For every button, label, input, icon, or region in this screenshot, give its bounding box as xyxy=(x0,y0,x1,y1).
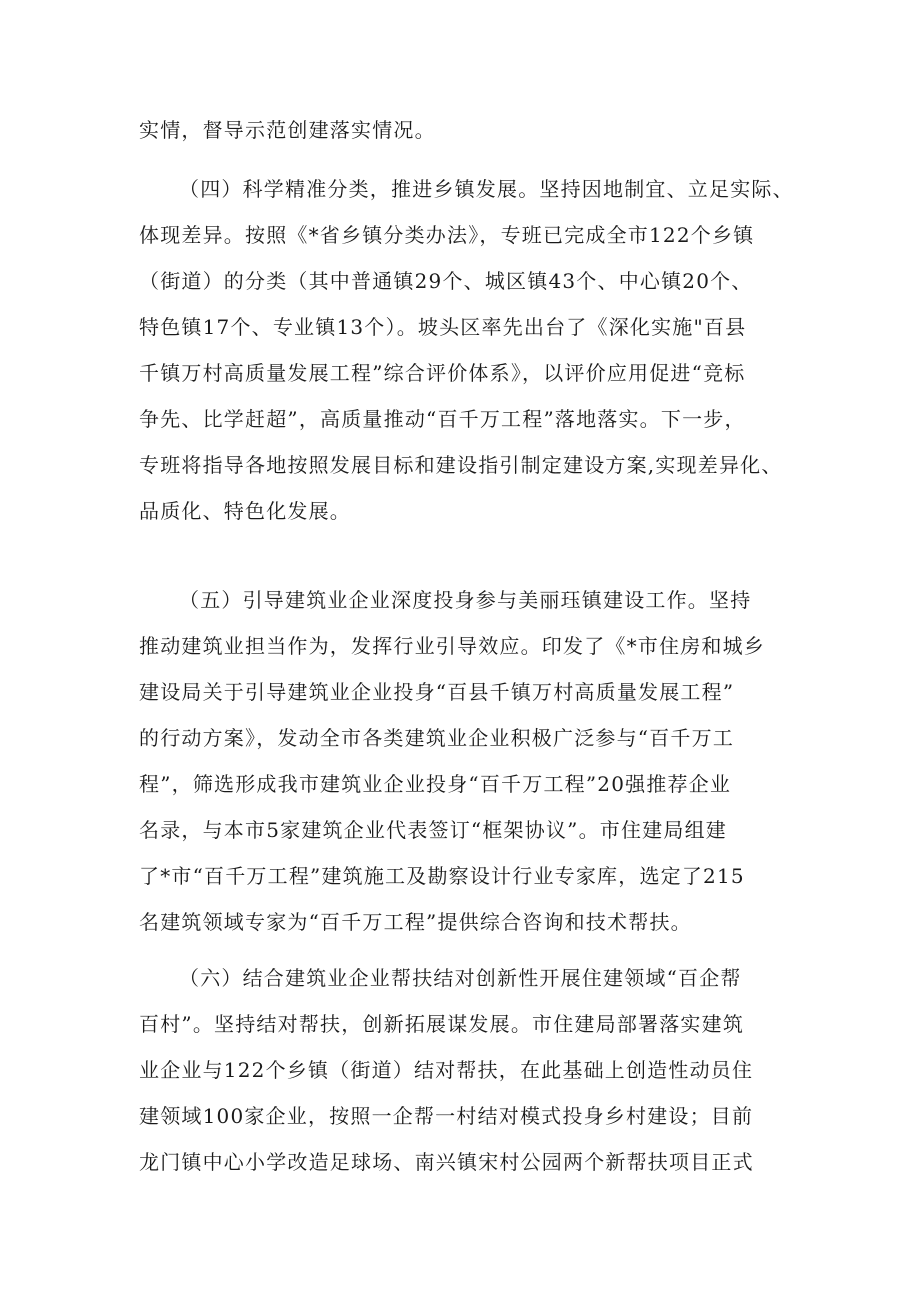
text-line: 百村”。坚持结对帮扶，创新拓展谋发展。市住建局部署落实建筑 xyxy=(139,1012,745,1036)
text-line: 龙门镇中心小学改造足球场、南兴镇宋村公园两个新帮扶项目正式 xyxy=(139,1150,754,1174)
text-line: 实情，督导示范创建落实情况。 xyxy=(139,118,436,142)
text-line: （四）科学精准分类，推进乡镇发展。坚持因地制宜、立足实际、 xyxy=(179,177,794,201)
text-line: 千镇万村高质量发展工程”综合评价体系》，以评价应用促进“竞标 xyxy=(139,361,746,385)
text-line: 建领域100家企业，按照一企帮一村结对模式投身乡村建设；目前 xyxy=(139,1104,754,1128)
text-line: 品质化、特色化发展。 xyxy=(139,499,351,523)
text-line: 名建筑领域专家为“百千万工程”提供综合咨询和技术帮扶。 xyxy=(139,910,692,934)
text-line: 建设局关于引导建筑业企业投身“百县千镇万村高质量发展工程” xyxy=(139,680,735,704)
text-line: 业企业与122个乡镇（街道）结对帮扶，在此基础上创造性动员住 xyxy=(139,1058,754,1082)
text-line: 争先、比学赶超”，高质量推动“百千万工程”落地落实。下一步， xyxy=(139,407,746,431)
text-line: 程”，筛选形成我市建筑业企业投身“百千万工程”20强推荐企业 xyxy=(139,772,732,796)
text-line: 名录，与本市5家建筑企业代表签订“框架协议”。市住建局组建 xyxy=(139,818,727,842)
text-line: （五）引导建筑业企业深度投身参与美丽珏镇建设工作。坚持 xyxy=(179,588,752,612)
text-line: 体现差异。按照《*省乡镇分类办法》，专班已完成全市122个乡镇 xyxy=(139,223,755,247)
text-line: （街道）的分类（其中普通镇29个、城区镇43个、中心镇20个、 xyxy=(139,269,753,293)
text-line: 的行动方案》，发动全市各类建筑业企业积极广泛参与“百千万工 xyxy=(139,726,735,750)
text-line: 了*市“百千万工程”建筑施工及勘察设计行业专家库，选定了215 xyxy=(139,864,745,888)
text-line: 特色镇17个、专业镇13个）。坡头区率先出台了《深化实施"百县 xyxy=(139,315,747,339)
text-line: 推动建筑业担当作为，发挥行业引导效应。印发了《*市住房和城乡 xyxy=(139,634,765,658)
text-line: 专班将指导各地按照发展目标和建设指引制定建设方案,实现差异化、 xyxy=(139,453,783,477)
text-line: （六）结合建筑业企业帮扶结对创新性开展住建领域“百企帮 xyxy=(179,966,742,990)
